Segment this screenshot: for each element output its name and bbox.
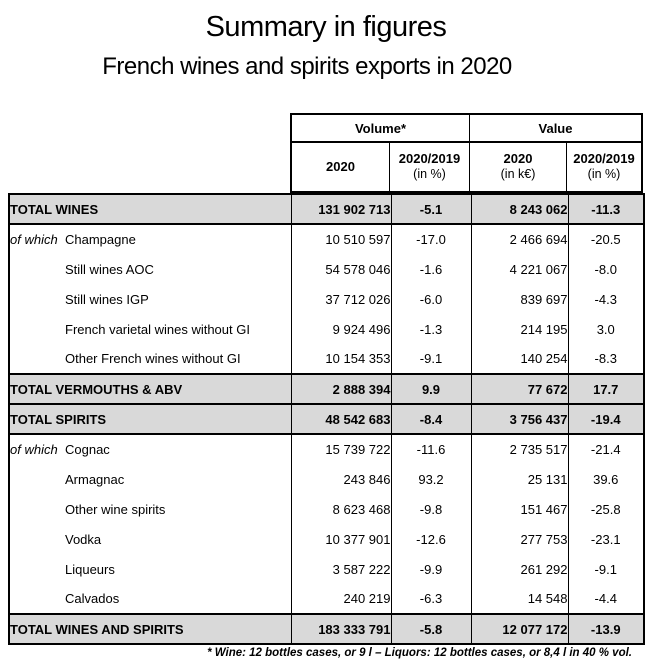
row-other-french-wines <box>9 344 644 374</box>
row-still-wines-aoc <box>9 254 644 284</box>
volume-cell: 10 377 901 <box>291 524 391 554</box>
value-cell: 214 195 <box>471 314 568 344</box>
value-change-header <box>567 143 641 191</box>
value-cell: 77 672 <box>471 374 568 404</box>
label-cell <box>9 254 291 284</box>
label-cell <box>9 554 291 584</box>
label-cell: TOTAL WINES <box>9 194 291 224</box>
label-cell: TOTAL WINES AND SPIRITS <box>9 614 291 644</box>
row-total-wines-and-spirits <box>9 614 644 644</box>
row-other-wine-spirits <box>9 494 644 524</box>
value-pct-cell: -20.5 <box>568 224 644 254</box>
value-pct-cell: -19.4 <box>568 404 644 434</box>
volume-pct-cell: -11.6 <box>391 434 471 464</box>
value-pct-cell: -21.4 <box>568 434 644 464</box>
value-pct-cell: 3.0 <box>568 314 644 344</box>
value-group-header: Value <box>538 120 573 136</box>
item-label: Liqueurs <box>65 561 115 577</box>
row-still-wines-igp <box>9 284 644 314</box>
row-calvados <box>9 584 644 614</box>
value-2020-header-line2: (in k€) <box>500 167 536 182</box>
item-label: Vodka <box>65 531 102 547</box>
of-which-label: of which <box>10 232 58 247</box>
volume-cell: 2 888 394 <box>291 374 391 404</box>
value-pct-cell: -4.3 <box>568 284 644 314</box>
item-label: Champagne <box>65 232 136 247</box>
value-cell: 140 254 <box>471 344 568 374</box>
value-pct-cell: -11.3 <box>568 194 644 224</box>
value-2020-header <box>470 143 567 191</box>
value-cell: 14 548 <box>471 584 568 614</box>
value-cell: 277 753 <box>471 524 568 554</box>
item-label: Other French wines without GI <box>65 351 241 366</box>
item-label: Still wines AOC <box>65 261 154 277</box>
value-cell: 3 756 437 <box>471 404 568 434</box>
label-cell <box>9 494 291 524</box>
item-label: Other wine spirits <box>65 501 166 517</box>
header-subrow <box>292 143 641 191</box>
footnote: * Wine: 12 bottles cases, or 9 l – Liquors: 12 bottles cases, or 8,4 l in 40 % vol. <box>207 647 632 659</box>
page-subtitle: French wines and spirits exports in 2020 <box>102 53 512 80</box>
row-champagne <box>9 224 644 254</box>
item-label: Cognac <box>65 442 110 457</box>
value-pct-cell: 39.6 <box>568 464 644 494</box>
value-cell: 2 466 694 <box>471 224 568 254</box>
item-label: French varietal wines without GI <box>65 321 250 337</box>
value-pct-cell: -13.9 <box>568 614 644 644</box>
volume-pct-cell: -6.3 <box>391 584 471 614</box>
volume-pct-cell: 9.9 <box>391 374 471 404</box>
volume-group-header: Volume* <box>292 115 470 141</box>
volume-pct-cell: -12.6 <box>391 524 471 554</box>
summary-table <box>8 193 645 645</box>
page-title: Summary in figures <box>205 11 447 43</box>
volume-cell: 37 712 026 <box>291 284 391 314</box>
volume-cell: 54 578 046 <box>291 254 391 284</box>
value-cell: 151 467 <box>471 494 568 524</box>
value-change-header-line1: 2020/2019 <box>573 151 635 167</box>
label-cell <box>9 344 291 374</box>
row-vodka <box>9 524 644 554</box>
volume-pct-cell: 93.2 <box>391 464 471 494</box>
item-label: Calvados <box>65 591 120 606</box>
volume-pct-cell: -17.0 <box>391 224 471 254</box>
volume-pct-cell: -5.1 <box>391 194 471 224</box>
value-cell: 12 077 172 <box>471 614 568 644</box>
volume-cell: 131 902 713 <box>291 194 391 224</box>
value-pct-cell: -8.0 <box>568 254 644 284</box>
label-cell <box>9 314 291 344</box>
volume-cell: 10 510 597 <box>291 224 391 254</box>
volume-pct-cell: -6.0 <box>391 284 471 314</box>
value-pct-cell: -23.1 <box>568 524 644 554</box>
table-column-headers <box>290 113 643 193</box>
header-group-row <box>292 115 641 143</box>
row-armagnac <box>9 464 644 494</box>
volume-cell: 10 154 353 <box>291 344 391 374</box>
volume-cell: 8 623 468 <box>291 494 391 524</box>
value-pct-cell: -25.8 <box>568 494 644 524</box>
label-cell <box>9 464 291 494</box>
value-pct-cell: -9.1 <box>568 554 644 584</box>
label-cell <box>9 524 291 554</box>
volume-cell: 240 219 <box>291 584 391 614</box>
label-cell: TOTAL VERMOUTHS & ABV <box>9 374 291 404</box>
row-french-varietal-wines <box>9 314 644 344</box>
volume-cell: 3 587 222 <box>291 554 391 584</box>
volume-pct-cell: -1.6 <box>391 254 471 284</box>
volume-change-header <box>390 143 470 191</box>
volume-pct-cell: -9.9 <box>391 554 471 584</box>
label-cell <box>9 224 291 254</box>
volume-change-header-line1: 2020/2019 <box>398 151 461 167</box>
volume-cell: 48 542 683 <box>291 404 391 434</box>
value-cell: 4 221 067 <box>471 254 568 284</box>
volume-cell: 9 924 496 <box>291 314 391 344</box>
value-pct-cell: -4.4 <box>568 584 644 614</box>
of-which-label: of which <box>10 442 58 457</box>
row-liqueurs <box>9 554 644 584</box>
volume-cell: 243 846 <box>291 464 391 494</box>
volume-2020-header-text: 2020 <box>326 158 355 174</box>
item-label: Armagnac <box>65 471 125 487</box>
volume-cell: 15 739 722 <box>291 434 391 464</box>
volume-pct-cell: -9.1 <box>391 344 471 374</box>
label-cell <box>9 434 291 464</box>
value-cell: 2 735 517 <box>471 434 568 464</box>
row-total-spirits <box>9 404 644 434</box>
volume-pct-cell: -8.4 <box>391 404 471 434</box>
volume-pct-cell: -5.8 <box>391 614 471 644</box>
volume-pct-cell: -9.8 <box>391 494 471 524</box>
item-label: Still wines IGP <box>65 291 149 307</box>
label-cell <box>9 584 291 614</box>
value-2020-header-line1: 2020 <box>503 151 533 167</box>
label-cell <box>9 284 291 314</box>
volume-cell: 183 333 791 <box>291 614 391 644</box>
row-cognac <box>9 434 644 464</box>
volume-pct-cell: -1.3 <box>391 314 471 344</box>
value-pct-cell: 17.7 <box>568 374 644 404</box>
volume-2020-header <box>292 143 390 191</box>
value-cell: 839 697 <box>471 284 568 314</box>
value-cell: 261 292 <box>471 554 568 584</box>
volume-change-header-line2: (in %) <box>413 167 446 182</box>
value-cell: 8 243 062 <box>471 194 568 224</box>
value-cell: 25 131 <box>471 464 568 494</box>
row-total-wines <box>9 194 644 224</box>
row-total-vermouths-abv <box>9 374 644 404</box>
value-pct-cell: -8.3 <box>568 344 644 374</box>
label-cell: TOTAL SPIRITS <box>9 404 291 434</box>
value-change-header-line2: (in %) <box>587 167 621 182</box>
